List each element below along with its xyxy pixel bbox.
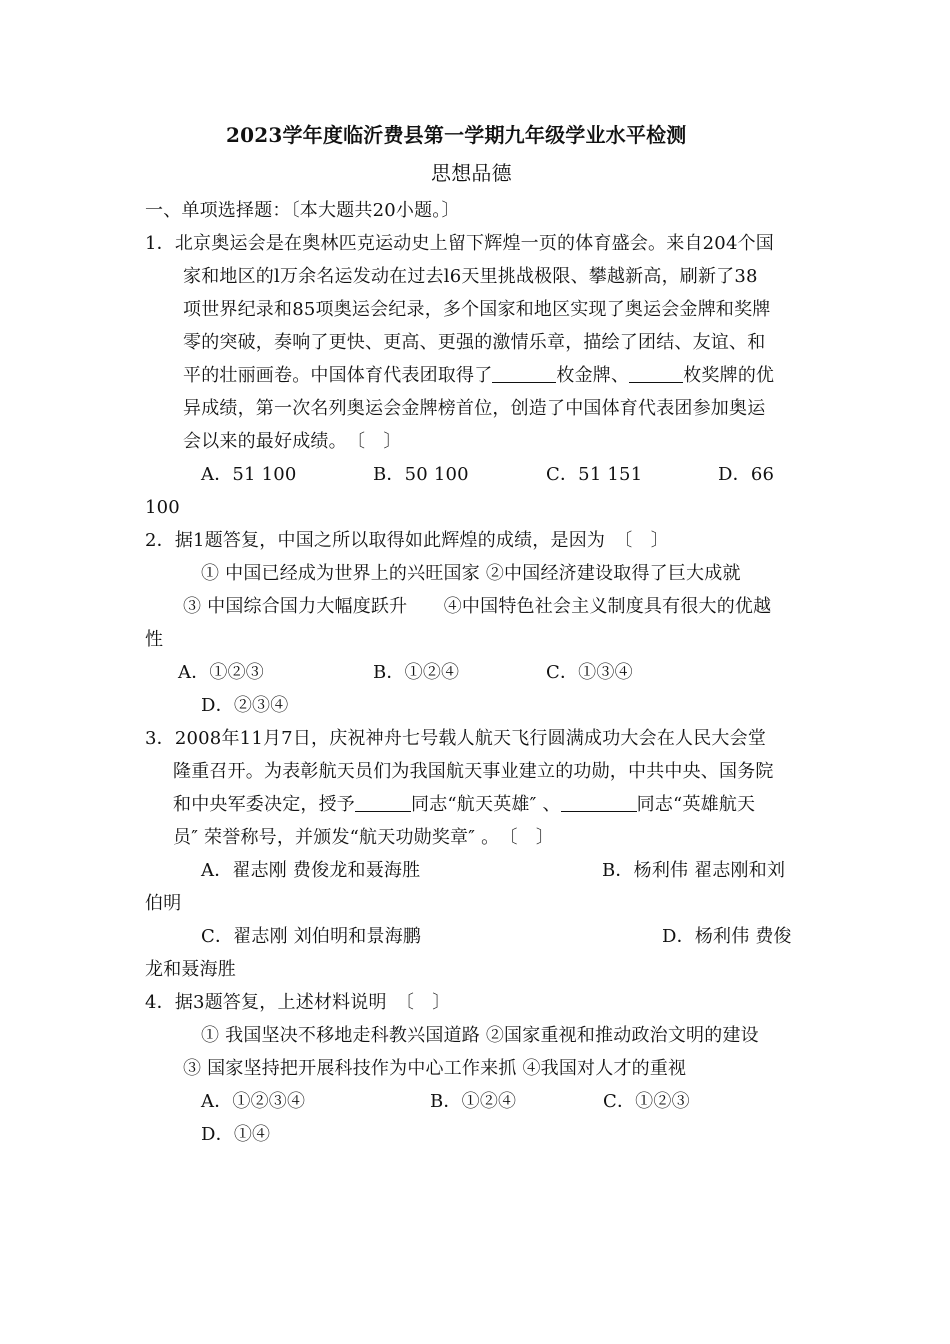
- q2-option-d: D．②③④: [201, 695, 289, 716]
- q3-line-with-blanks: [173, 792, 755, 818]
- answer-blank: [355, 793, 411, 812]
- q1-option-b: B．50 100: [373, 464, 469, 485]
- q2-option-c: C．①③④: [546, 662, 633, 683]
- q3-line: 隆重召开。为表彰航天员们为我国航天事业建立的功勋，中共中央、国务院: [173, 761, 774, 782]
- exam-title: 2023学年度临沂费县第一学期九年级学业水平检测: [226, 123, 687, 147]
- q1-option-d-wrap: 100: [145, 497, 180, 518]
- q1-line: 1．北京奥运会是在奥林匹克运动史上留下辉煌一页的体育盛会。来自204个国: [145, 233, 775, 254]
- q1-option-a: A．51 100: [201, 464, 297, 485]
- q3-option-d: D．杨利伟 费俊: [662, 926, 792, 947]
- q1-text: 枚奖牌的优: [683, 365, 775, 386]
- q3-option-b-wrap: 伯明: [145, 893, 182, 914]
- answer-blank: [492, 364, 556, 383]
- q1-line-with-blanks: [183, 363, 774, 389]
- q1-line: 零的突破，奏响了更快、更高、更强的激情乐章，描绘了团结、友谊、和: [183, 332, 766, 353]
- q4-option-c: C．①②③: [603, 1091, 690, 1112]
- q1-line: 会以来的最好成绩。 〔 〕: [183, 431, 402, 452]
- q3-option-c: C．翟志刚 刘伯明和景海鹏: [201, 926, 422, 947]
- q1-line: 家和地区的l万余名运发动在过去l6天里挑战极限、攀越新高，刷新了38: [183, 266, 758, 287]
- q4-option-b: B．①②④: [430, 1091, 517, 1112]
- q4-option-d: D．①④: [201, 1124, 271, 1145]
- q2-statement: ③ 中国综合国力大幅度跃升 ④中国特色社会主义制度具有很大的优越: [183, 596, 772, 617]
- q2-option-a: A．①②③: [178, 662, 264, 683]
- q2-option-b: B．①②④: [373, 662, 460, 683]
- q2-statement: ① 中国已经成为世界上的兴旺国家 ②中国经济建设取得了巨大成就: [201, 563, 741, 584]
- q4-line: 4．据3题答复，上述材料说明 〔 〕: [145, 992, 451, 1013]
- q4-statement: ③ 国家坚持把开展科技作为中心工作来抓 ④我国对人才的重视: [183, 1058, 687, 1079]
- q1-line: 项世界纪录和85项奥运会纪录，多个国家和地区实现了奥运会金牌和奖牌: [183, 299, 771, 320]
- subject-title: 思想品德: [431, 161, 512, 185]
- q3-text: 和中央军委决定，授予: [173, 794, 355, 815]
- q3-text: 同志“航天英雄″ 、: [411, 794, 561, 815]
- q1-option-d: D．66: [718, 464, 775, 485]
- q3-line: 3．2008年11月7日，庆祝神舟七号载人航天飞行圆满成功大会在人民大会堂: [145, 728, 767, 749]
- q4-option-a: A．①②③④: [201, 1091, 306, 1112]
- q1-line: 异成绩，第一次名列奥运会金牌榜首位，创造了中国体育代表团参加奥运: [183, 398, 766, 419]
- q3-option-a: A．翟志刚 费俊龙和聂海胜: [201, 860, 421, 881]
- q2-statement-wrap: 性: [145, 629, 164, 650]
- q3-line: 员″ 荣誉称号，并颁发“航天功勋奖章″ 。 〔 〕: [173, 827, 555, 848]
- section-heading: 一、单项选择题：〔本大题共20小题。〕: [145, 200, 460, 221]
- q1-option-c: C．51 151: [546, 464, 643, 485]
- q2-line: 2．据1题答复，中国之所以取得如此辉煌的成绩，是因为 〔 〕: [145, 530, 669, 551]
- answer-blank: [561, 793, 637, 812]
- q1-text: 平的壮丽画卷。中国体育代表团取得了: [183, 365, 493, 386]
- answer-blank: [629, 364, 683, 383]
- q4-statement: ① 我国坚决不移地走科教兴国道路 ②国家重视和推动政治文明的建设: [201, 1025, 759, 1046]
- q3-option-d-wrap: 龙和聂海胜: [145, 959, 236, 980]
- q3-option-b: B．杨利伟 翟志刚和刘: [602, 860, 786, 881]
- q1-text: 枚金牌、: [556, 365, 630, 386]
- q3-text: 同志“英雄航天: [636, 794, 756, 815]
